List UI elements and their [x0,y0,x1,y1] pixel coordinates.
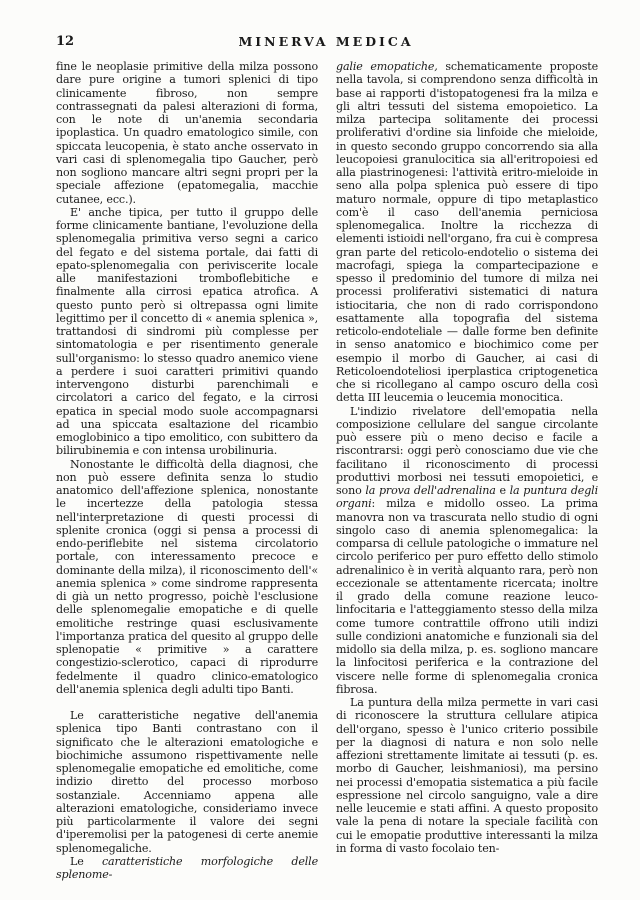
right-p2-italic-1: la prova dell'adrenalina [365,484,496,497]
left-paragraph-2: E' anche tipica, per tutto il gruppo delle forme clinicamente bantiane, l'evoluzione della splenomegalia primitiva verso segni a carico del fegato e del sistema portale, dai fatti di epato-splenomegalia con periviscerite locale alle manifestazioni tromboflebitiche e finalmente alla cirrosi epatica atrofica. A questo punto però si oltrepassa ogni limite legittimo per il concetto di « anemia splenica », trattandosi di sindromi più complesse per sintomatologia e per risentimento generale sull'organismo: lo stesso quadro anemico viene a perdere i suoi caratteri primitivi quando intervengono disturbi parenchimali e circolatori a carico del fegato, e la cirrosi epatica in special modo suole accompagnarsi ad una spiccata esaltazione del ricambio emoglobinico a tipo emolitico, con subittero da bilirubinemia e con intensa urobilinuria. [56,205,318,458]
right-p2-c: : milza e midollo osseo. La prima manovra non va trascurata nello studio di ogni singolo caso di anemia splenomegalica: la comparsa di cellule patologiche o immature nel circolo periferico per puro effetto dello stimolo adrenalinico è in verità alquanto rara, però non eccezionale se attentamente ricercata; inoltre il grado della comune reazione leuco-linfocitaria e l'atteggiamento stesso della milza come tumore contrattile offrono utili indizi sulle condizioni anatomiche e funzionali sia del midollo sia della milza, p. es. sogliono mancare la linfocitosi periferica e la contrazione del viscere nelle forme di splenomegalia cronica fibrosa. [336,497,598,696]
left-p5-start: Le [70,854,84,868]
right-p2-b: e [499,484,506,497]
right-p2-a: L'indizio rivelatore dell'emopatia nella composizione cellulare del sangue circolante può essere più o meno deciso e facile a riscontrarsi: oggi però conosciamo due vie che facilitano il riconoscimento di processi produttivi morbosi nei tessuti emopoietici, e sono [336,404,598,497]
journal-title: MINERVA MEDICA [238,34,414,49]
right-column [336,60,598,855]
left-paragraph-3: Nonostante le difficoltà della diagnosi, che non può essere definita senza lo studio anatomico dell'affezione splenica, nonostante le incertezze della patologia stessa nell'interpretazione di questi processi di splenite cronica (oggi si pensa a processi di endo-periflebite nel sistema circolatorio portale, con interessamento precoce e dominante della milza), il riconoscimento dell'« anemia splenica » come sindrome rappresenta di già un netto progresso, poichè l'esclusione delle splenomegalie emopatiche e di quelle emolitiche restringe quasi esclusivamente l'importanza pratica del quesito al gruppo delle splenopatie « primitive » a carattere congestizio-sclerotico, capaci di riprodurre fedelmente il quadro clinico-ematologico dell'anemia splenica degli adulti tipo Banti. [56,457,318,696]
right-p1-italic: galie emopatiche, [336,60,438,73]
left-column [56,60,318,881]
right-paragraph-2 [336,405,598,697]
page-number: 12 [56,34,75,49]
left-paragraph-4: Le caratteristiche negative dell'anemia splenica tipo Banti contrastano con il significato che le alterazioni ematologiche e biochimiche assumono rispettivamente nelle splenomegalie emopatiche ed emolitiche, come indizio diretto del processo morboso sostanziale. Accenniamo appena alle alterazioni ematologiche, consideriamo invece più particolarmente il valore dei segni d'iperemolisi per la patogenesi di certe anemie splenomegaliche. [56,709,318,855]
left-paragraph-1: fine le neoplasie primitive della milza possono dare pure origine a tumori splenici di tipo clinicamente fibroso, non sempre contrassegnati da palesi alterazioni di forma, con le note di un'anemia secondaria ipoplastica. Un quadro ematologico simile, con spiccata leucopenia, è stato anche osservato in vari casi di splenomegalia tipo Gaucher, però non sogliono mancare altri segni propri per la speciale affezione (epatomegalia, macchie cutanee, ecc.). [56,60,318,206]
page-header [56,34,596,52]
right-paragraph-1 [336,60,598,405]
left-paragraph-5 [56,855,318,882]
right-p2-italic-2: la puntura degli organi [336,484,598,511]
left-p5-italic: caratteristiche morfologiche delle splenome- [56,854,318,881]
right-paragraph-3: La puntura della milza permette in vari casi di riconoscere la struttura cellulare atipica dell'organo, spesso è l'unico criterio possibile per la diagnosi di natura e non solo nelle affezioni strettamente limitate ai tessuti (p. es. morbo di Gaucher, leishmaniosi), ma persino nei processi d'emopatia sistematica a più facile espressione nel circolo sanguigno, vale a dire nelle leucemie e stati affini. A questo proposito vale la pena di notare la speciale facilità con cui le emopatie produttive interessanti la milza in forma di vasto focolaio ten- [336,696,598,855]
right-p1-rest: schematicamente proposte nella tavola, si comprendono senza difficoltà in base ai rapporti d'istopatogenesi fra la milza e gli altri tessuti del sistema emopoietico. La milza partecipa solitamente dei processi proliferativi d'ordine sia linfoide che mieloide, in questo secondo gruppo concorrendo sia alla leucopoiesi granulocitica sia all'eritropoiesi ed alla piastrinogenesi: l'attività eritro-mieloide in seno alla polpa splenica può essere di tipo maturo normale, oppure di tipo metaplastico com'è il caso dell'anemia perniciosa splenomegalica. Inoltre la ricchezza di elementi istioidi nell'organo, fra cui è compresa gran parte del reticolo-endotelio o sistema dei macrofagi, spiega la compartecipazione e spesso il predominio del tumore di milza nei processi proliferativi sistematici di natura istiocitaria, che non di rado corrispondono esattamente alla topografia del sistema reticolo-endoteliale — dalle forme ben definite in senso anatomico e biochimico come per esempio il morbo di Gaucher, ai casi di Reticoloendoteliosi iperplastica criptogenetica che si ricollegano al campo oscuro della così detta III leucemia o leucemia monocitica. [336,60,598,405]
